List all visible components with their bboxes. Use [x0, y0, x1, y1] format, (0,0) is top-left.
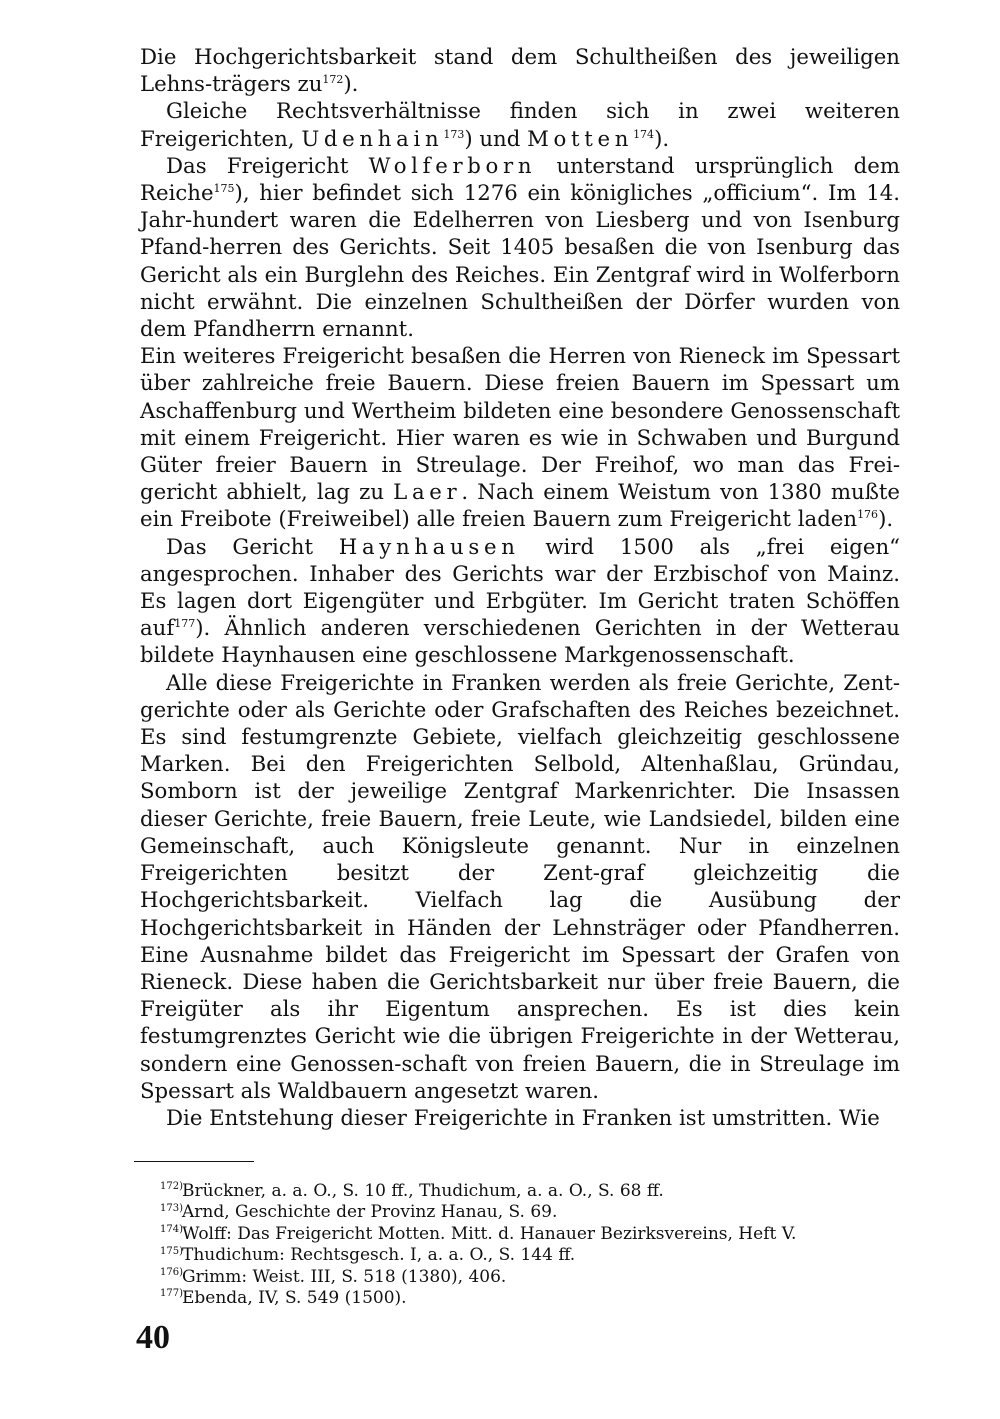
footnote: 176)Grimm: Weist. III, S. 518 (1380), 406. — [160, 1266, 507, 1287]
text-run: ). — [343, 72, 359, 98]
footnote-reference: 174 — [633, 127, 655, 141]
text-run: unterstand ursprünglich dem Reiche — [140, 153, 900, 207]
text-run: Alle diese Freigerichte in Franken werden als freie Gerichte, Zent-gerichte oder als Gerichte oder Grafschaften des Reiches bezeichnet. Es sind festumgrenzte Gebiete, vielfach gleichzeitig geschlossene Marken. Bei den Freigerichten Selbold, Altenhaßlau, Gründau, Somborn ist der jeweilige Zentgraf Markenrichter. Die Insassen dieser Gerichte, freie Bauern, freie Leute, wie Landsiedel, bilden eine Gemeinschaft, auch Königsleute genannt. Nur in einzelnen Freigerichten besitzt der Zent-graf gleichzeitig die Hochgerichtsbarkeit. Vielfach lag die Ausübung der Hochgerichtsbarkeit in Händen der Lehnsträger oder Pfandherren. Eine Ausnahme bildet das Freigericht im Spessart der Grafen von Rieneck. Diese haben die Gerichtsbarkeit nur über freie Bauern, die Freigüter als ihr Eigentum ansprechen. Es ist dies kein festumgrenztes Gericht wie die übrigen Freigerichte in der Wetterau, sondern eine Genossen-schaft von freien Bauern, die in Streulage im Spessart als Waldbauern angesetzt waren. — [140, 670, 900, 1104]
footnote-text: Wolff: Das Freigericht Motten. Mitt. d. Hanauer Bezirksvereins, Heft V. — [182, 1223, 797, 1244]
footnote-reference: 176 — [857, 508, 879, 522]
text-run: Gleiche Rechtsverhältnisse finden sich in zwei weiteren Freigerichten, — [140, 99, 900, 152]
footnote-text: Grimm: Weist. III, S. 518 (1380), 406. — [182, 1266, 507, 1287]
footnote: 174)Wolff: Das Freigericht Motten. Mitt. d. Hanauer Bezirksvereins, Heft V. — [160, 1223, 797, 1244]
place-name: Laer — [393, 480, 462, 506]
text-run: Das Gericht — [166, 534, 339, 560]
body-text — [140, 44, 900, 1132]
footnote-reference: 175 — [213, 181, 235, 195]
place-name: Udenhain — [301, 126, 444, 152]
page-number: 40 — [136, 1319, 170, 1356]
footnote-reference: 173 — [443, 127, 465, 141]
footnotes — [160, 1181, 900, 1309]
footnote: 175)Thudichum: Rechtsgesch. I, a. a. O., S. 144 ff. — [160, 1245, 576, 1266]
place-name: Haynhausen — [338, 534, 520, 560]
paragraph — [140, 98, 900, 152]
paragraph — [140, 1105, 900, 1132]
place-name: Motten — [527, 126, 634, 152]
paragraph — [140, 343, 900, 533]
text-run: ), hier befindet sich 1276 ein königliches „officium“. Im 14. Jahr-hundert waren die Edelherren von Liesberg und von Isenburg Pfand-herren des Gerichts. Seit 1405 besaßen die von Isenburg das Gericht als ein Burglehn des Reiches. Ein Zentgraf wird in Wolferborn nicht erwähnt. Die einzelnen Schultheißen der Dörfer wurden von dem Pfandherrn ernannt. — [140, 181, 900, 343]
footnote: 172)Brückner, a. a. O., S. 10 ff., Thudichum, a. a. O., S. 68 ff. — [160, 1181, 664, 1201]
footnote: 177)Ebenda, IV, S. 549 (1500). — [160, 1288, 407, 1309]
paragraph — [140, 534, 900, 670]
text-run: ) und — [464, 126, 528, 152]
footnote-text: Brückner, a. a. O., S. 10 ff., Thudichum, a. a. O., S. 68 ff. — [182, 1181, 664, 1201]
footnote-reference: 177 — [174, 617, 196, 631]
footnote-text: Arnd, Geschichte der Provinz Hanau, S. 69. — [182, 1202, 558, 1223]
footnote-reference: 172 — [322, 73, 344, 87]
footnote: 173)Arnd, Geschichte der Provinz Hanau, S. 69. — [160, 1202, 558, 1223]
footnote-text: Ebenda, IV, S. 549 (1500). — [182, 1288, 407, 1309]
text-run: wird 1500 als „frei eigen“ angesprochen. Inhaber des Gerichts war der Erzbischof von Mainz. Es lagen dort Eigengüter und Erbgüter. Im Gericht traten Schöffen auf — [140, 534, 900, 642]
paragraph — [140, 670, 900, 1105]
text-run: Die Hochgerichtsbarkeit stand dem Schultheißen des jeweiligen Lehns-trägers zu — [140, 45, 900, 98]
text-run: Ein weiteres Freigericht besaßen die Herren von Rieneck im Spessart über zahlreiche freie Bauern. Diese freien Bauern im Spessart um Aschaffenburg und Wertheim bildeten eine besondere Genossenschaft mit einem Freigericht. Hier waren es wie in Schwaben und Burgund Güter freier Bauern in Streulage. Der Freihof, wo man das Frei-gericht abhielt, lag zu — [140, 344, 900, 506]
footnote-text: Thudichum: Rechtsgesch. I, a. a. O., S. 144 ff. — [182, 1245, 576, 1266]
place-name: Wolferborn — [368, 153, 537, 179]
text-run: ). — [654, 126, 670, 152]
text-run: . Nach einem Weistum von 1380 mußte ein Freibote (Freiweibel) alle freien Bauern zum Freigericht laden — [140, 480, 901, 533]
paragraph — [140, 153, 900, 343]
text-run: Das Freigericht — [166, 153, 369, 179]
footnote-separator — [134, 1161, 254, 1162]
text-run: ). — [878, 507, 894, 533]
paragraph — [140, 44, 900, 98]
text-run: ). Ähnlich anderen verschiedenen Gerichten in der Wetterau bildete Haynhausen eine geschlossene Markgenossenschaft. — [140, 616, 900, 669]
text-run: Die Entstehung dieser Freigerichte in Franken ist umstritten. Wie — [166, 1105, 880, 1131]
